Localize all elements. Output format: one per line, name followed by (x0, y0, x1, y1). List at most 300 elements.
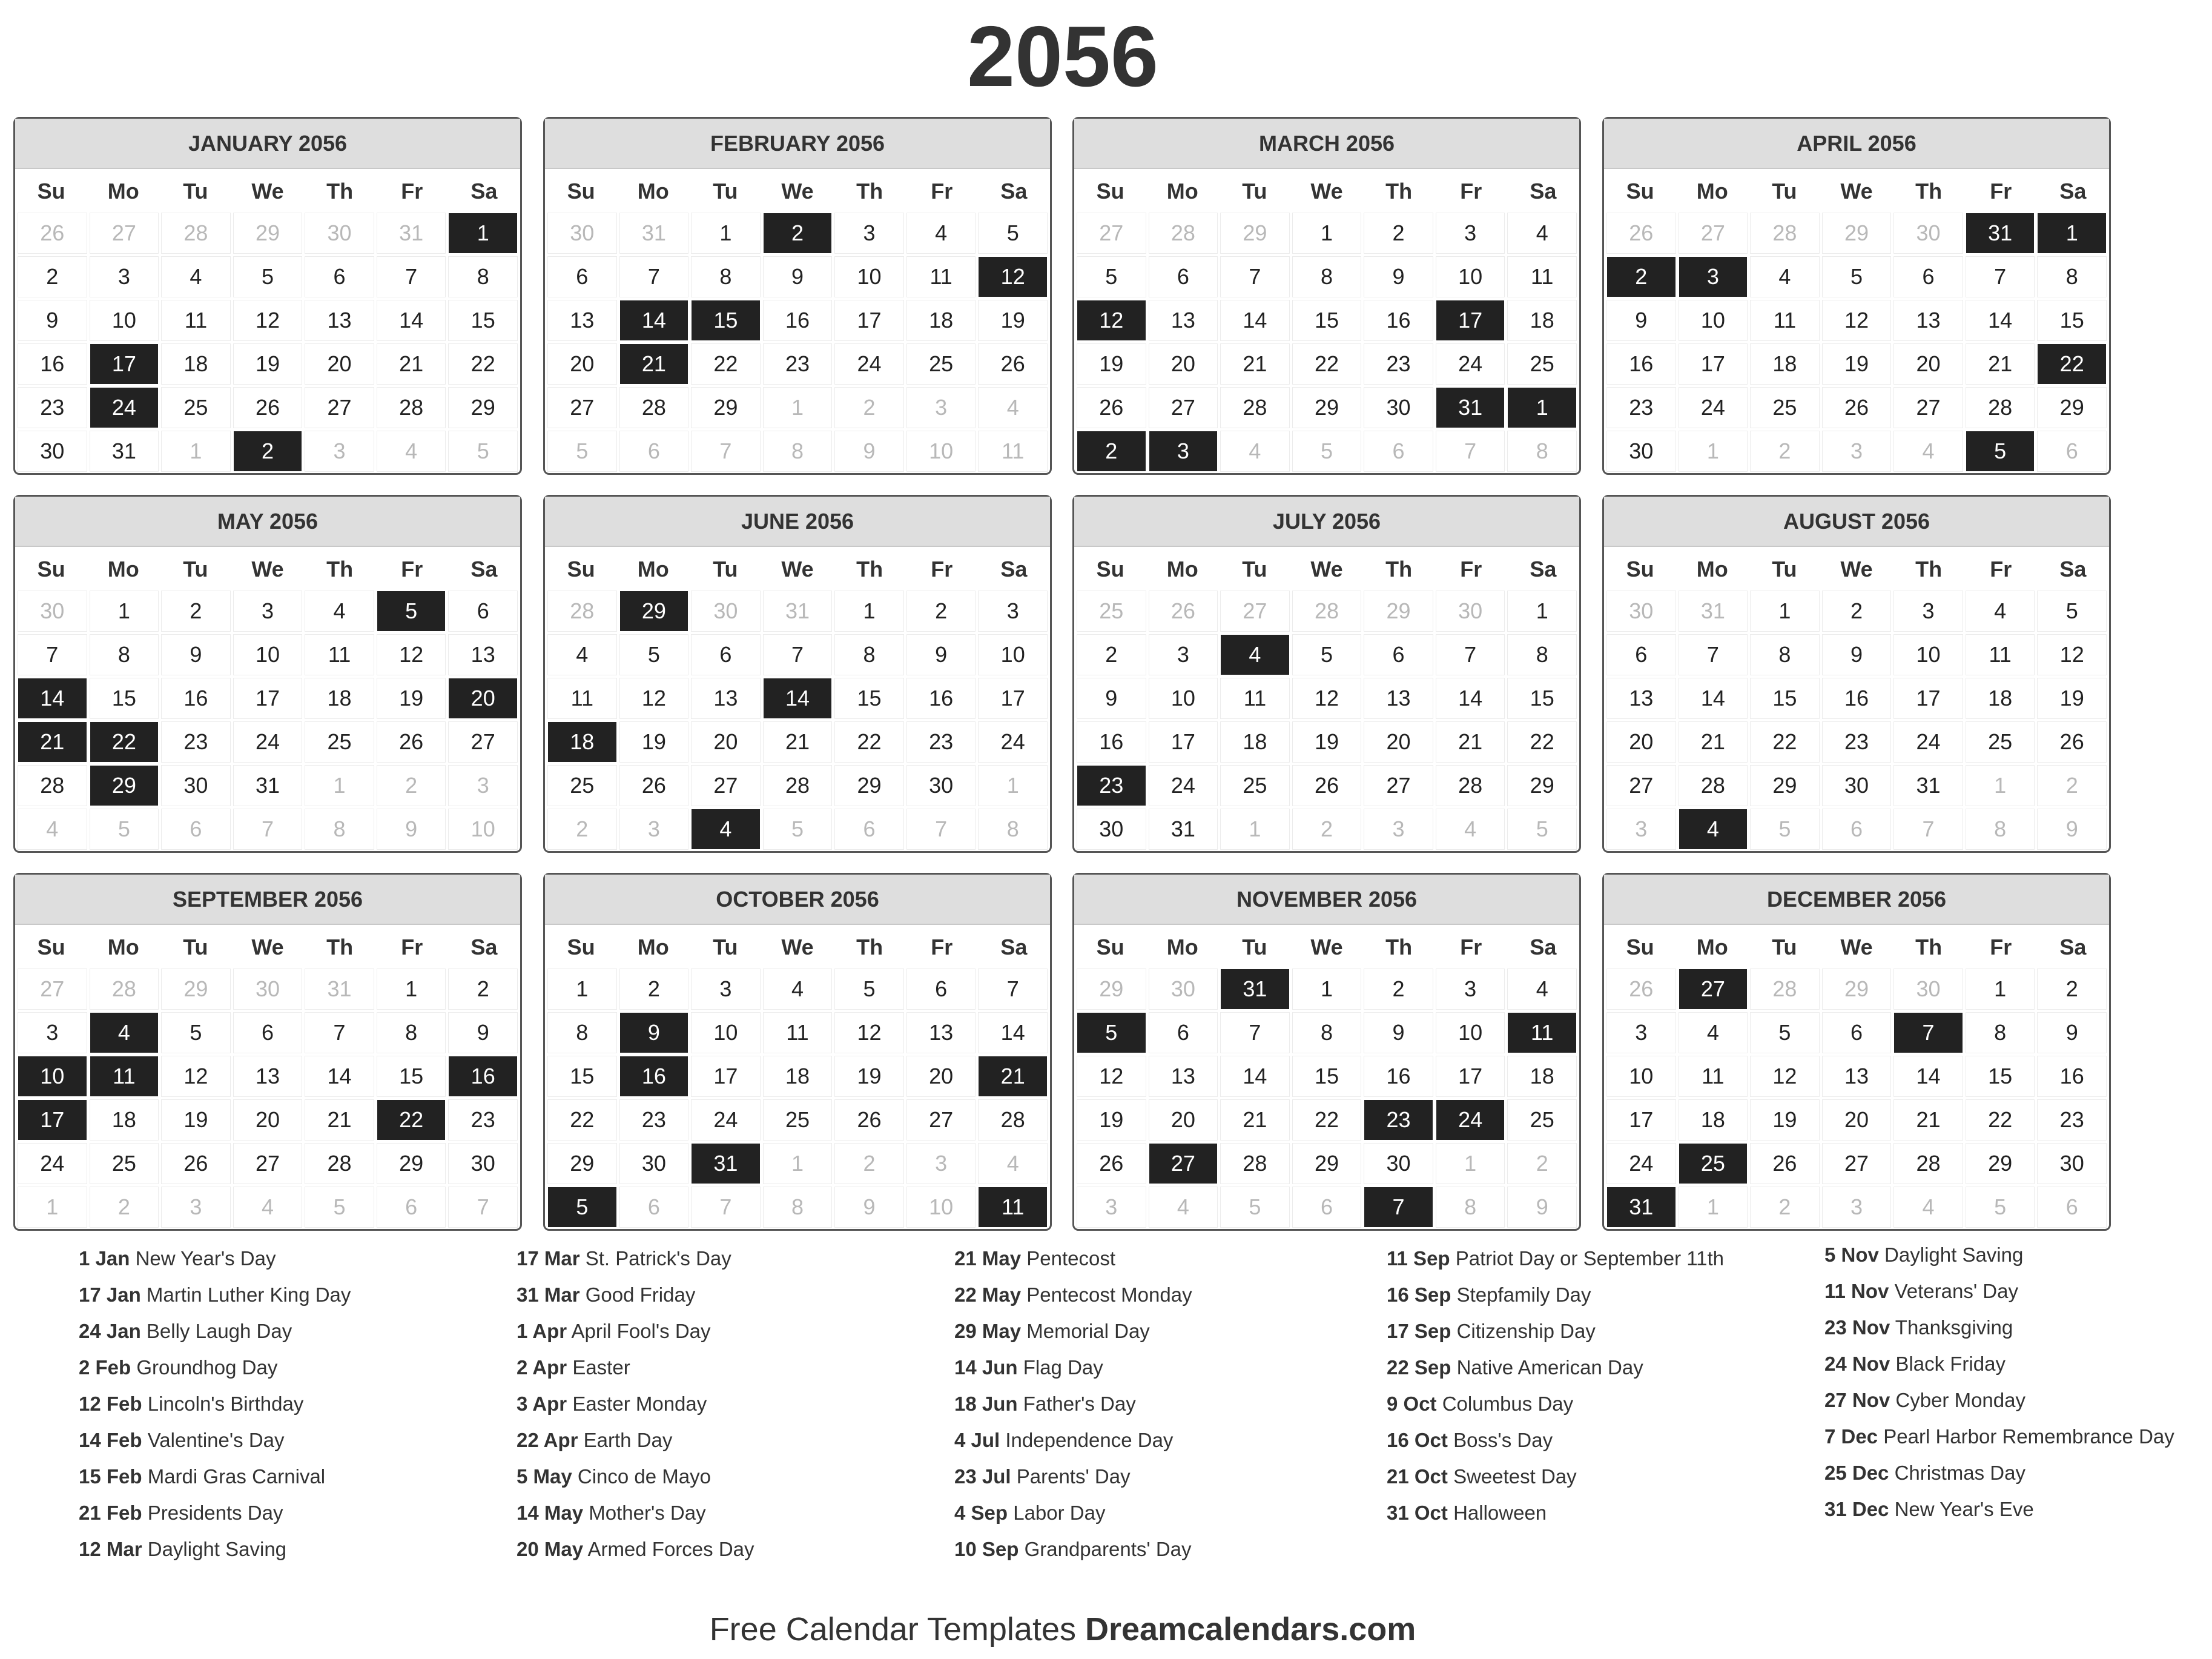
weekday-label: Fr (931, 557, 953, 581)
adjacent-month-day-cell: 3 (162, 1187, 230, 1227)
day-cell: 31 (1149, 809, 1218, 849)
adjacent-month-day-cell: 2 (2038, 766, 2106, 806)
day-cell: 19 (620, 722, 688, 762)
day-cell: 4 (1751, 257, 1819, 297)
day-cell: 20 (1364, 722, 1433, 762)
adjacent-month-day-cell: 8 (1436, 1187, 1505, 1227)
adjacent-month-day-cell: 27 (1679, 213, 1748, 253)
holiday-day-cell: 2 (764, 213, 832, 253)
weekday-label: Tu (183, 557, 208, 581)
day-cell: 16 (1364, 300, 1433, 340)
day-cell: 25 (1751, 388, 1819, 428)
adjacent-month-day-cell: 2 (1508, 1144, 1576, 1184)
day-cell: 20 (1149, 1100, 1218, 1140)
weekday-label: Fr (1990, 935, 2012, 959)
holiday-date: 2 Feb (79, 1356, 131, 1379)
adjacent-month-day-cell: 26 (1607, 969, 1676, 1009)
holiday-name: Pearl Harbor Remembrance Day (1883, 1425, 2174, 1448)
day-cell: 21 (1966, 344, 2035, 384)
holiday-item (954, 1277, 1342, 1313)
day-cell: 7 (1966, 257, 2035, 297)
day-cell: 11 (1679, 1056, 1748, 1096)
day-cell: 12 (1751, 1056, 1819, 1096)
day-cell: 27 (1894, 388, 1963, 428)
day-cell: 4 (1966, 591, 2035, 631)
day-cell: 14 (1436, 678, 1505, 718)
day-cell: 31 (234, 766, 302, 806)
holiday-item (79, 1277, 466, 1313)
adjacent-month-day-cell: 9 (377, 809, 446, 849)
weekday-label: We (251, 935, 284, 959)
weekday-label: Mo (637, 935, 669, 959)
weekday-label: Th (1915, 935, 1943, 959)
day-cell: 15 (548, 1056, 616, 1096)
day-cell: 18 (1221, 722, 1289, 762)
holiday-date: 31 Dec (1824, 1498, 1889, 1520)
adjacent-month-day-cell: 9 (835, 1187, 903, 1227)
month-panel (1602, 495, 2111, 853)
adjacent-month-day-cell: 9 (835, 431, 903, 471)
holiday-item (1824, 1491, 2212, 1528)
day-cell: 16 (764, 300, 832, 340)
holiday-day-cell: 2 (1607, 257, 1676, 297)
adjacent-month-day-cell: 1 (1221, 809, 1289, 849)
weekday-label: Th (326, 557, 354, 581)
day-cell: 21 (377, 344, 446, 384)
day-cell: 10 (979, 635, 1047, 675)
day-cell: 12 (162, 1056, 230, 1096)
month-title: JANUARY 2056 (15, 119, 520, 169)
adjacent-month-day-cell: 5 (305, 1187, 374, 1227)
day-grid (15, 967, 520, 1229)
adjacent-month-day-cell: 29 (1823, 969, 1891, 1009)
day-cell: 3 (1894, 591, 1963, 631)
day-cell: 30 (18, 431, 87, 471)
holiday-name: Martin Luther King Day (146, 1283, 351, 1306)
weekday-header-row (1074, 927, 1579, 967)
day-cell: 30 (449, 1144, 517, 1184)
holiday-day-cell: 23 (1077, 766, 1146, 806)
weekday-label: Mo (1166, 557, 1198, 581)
holiday-day-cell: 29 (620, 591, 688, 631)
holiday-name: Native American Day (1456, 1356, 1643, 1379)
day-cell: 21 (1221, 1100, 1289, 1140)
weekday-label: Th (326, 935, 354, 959)
day-cell: 15 (2038, 300, 2106, 340)
day-cell: 17 (1607, 1100, 1676, 1140)
day-cell: 26 (234, 388, 302, 428)
holiday-day-cell: 21 (18, 722, 87, 762)
day-cell: 8 (692, 257, 760, 297)
holiday-day-cell: 25 (1679, 1144, 1748, 1184)
day-cell: 29 (835, 766, 903, 806)
holiday-date: 29 May (954, 1320, 1022, 1342)
adjacent-month-day-cell: 1 (764, 388, 832, 428)
adjacent-month-day-cell: 5 (1751, 809, 1819, 849)
day-grid (15, 211, 520, 473)
adjacent-month-day-cell: 6 (2038, 431, 2106, 471)
day-cell: 12 (377, 635, 446, 675)
day-cell: 24 (1894, 722, 1963, 762)
weekday-label: Tu (713, 179, 738, 204)
holiday-name: Easter Monday (572, 1392, 707, 1415)
day-cell: 19 (1823, 344, 1891, 384)
day-cell: 6 (1149, 1013, 1218, 1053)
day-cell: 27 (1149, 388, 1218, 428)
adjacent-month-day-cell: 7 (1894, 809, 1963, 849)
holiday-item (79, 1313, 466, 1349)
month-panel (1602, 117, 2111, 475)
holiday-day-cell: 27 (1679, 969, 1748, 1009)
day-cell: 18 (90, 1100, 159, 1140)
month-panel (1072, 873, 1581, 1231)
day-cell: 6 (548, 257, 616, 297)
adjacent-month-day-cell: 5 (548, 431, 616, 471)
holiday-column (1824, 1237, 2212, 1528)
adjacent-month-day-cell: 26 (1607, 213, 1676, 253)
day-cell: 22 (1966, 1100, 2035, 1140)
day-grid (1074, 967, 1579, 1229)
day-cell: 3 (1436, 213, 1505, 253)
weekday-label: Fr (1460, 935, 1482, 959)
day-cell: 13 (1149, 300, 1218, 340)
day-cell: 1 (377, 969, 446, 1009)
day-cell: 23 (1364, 344, 1433, 384)
holiday-date: 5 Nov (1824, 1243, 1879, 1266)
month-panel (543, 873, 1052, 1231)
day-cell: 6 (907, 969, 976, 1009)
holiday-day-cell: 23 (1364, 1100, 1433, 1140)
holiday-name: Citizenship Day (1456, 1320, 1596, 1342)
holiday-name: Independence Day (1005, 1429, 1174, 1451)
footer (0, 1605, 2125, 1654)
holiday-item (1387, 1386, 1774, 1422)
weekday-label: Th (1915, 179, 1943, 204)
adjacent-month-day-cell: 2 (1751, 1187, 1819, 1227)
day-cell: 7 (620, 257, 688, 297)
weekday-label: Sa (470, 179, 498, 204)
adjacent-month-day-cell: 8 (764, 1187, 832, 1227)
adjacent-month-day-cell: 30 (1149, 969, 1218, 1009)
day-cell: 8 (377, 1013, 446, 1053)
day-cell: 4 (162, 257, 230, 297)
holiday-date: 23 Jul (954, 1465, 1011, 1488)
day-cell: 29 (377, 1144, 446, 1184)
day-cell: 13 (907, 1013, 976, 1053)
day-grid (1604, 211, 2109, 473)
day-cell: 10 (90, 300, 159, 340)
day-cell: 4 (764, 969, 832, 1009)
adjacent-month-day-cell: 28 (1751, 213, 1819, 253)
day-cell: 8 (1751, 635, 1819, 675)
day-cell: 25 (907, 344, 976, 384)
holiday-name: Veterans' Day (1894, 1280, 2018, 1302)
holiday-column (517, 1240, 904, 1568)
day-cell: 2 (620, 969, 688, 1009)
holiday-name: Presidents Day (147, 1502, 283, 1524)
day-cell: 16 (2038, 1056, 2106, 1096)
holiday-name: Labor Day (1013, 1502, 1106, 1524)
day-cell: 1 (1293, 969, 1361, 1009)
day-cell: 28 (1436, 766, 1505, 806)
holiday-item (79, 1349, 466, 1386)
holiday-item (954, 1313, 1342, 1349)
holiday-day-cell: 22 (2038, 344, 2106, 384)
holiday-date: 17 Mar (517, 1247, 580, 1270)
holiday-item (79, 1422, 466, 1459)
day-cell: 26 (1751, 1144, 1819, 1184)
day-cell: 8 (1966, 1013, 2035, 1053)
adjacent-month-day-cell: 2 (835, 1144, 903, 1184)
day-cell: 19 (1293, 722, 1361, 762)
day-cell: 7 (1679, 635, 1748, 675)
day-cell: 21 (1436, 722, 1505, 762)
day-cell: 14 (305, 1056, 374, 1096)
day-cell: 7 (1221, 1013, 1289, 1053)
adjacent-month-day-cell: 7 (692, 1187, 760, 1227)
holiday-day-cell: 11 (90, 1056, 159, 1096)
holiday-date: 31 Oct (1387, 1502, 1448, 1524)
day-cell: 1 (1751, 591, 1819, 631)
day-cell: 7 (377, 257, 446, 297)
day-cell: 30 (620, 1144, 688, 1184)
day-cell: 28 (305, 1144, 374, 1184)
day-cell: 20 (234, 1100, 302, 1140)
day-cell: 8 (90, 635, 159, 675)
weekday-label: We (781, 179, 814, 204)
weekday-header-row (1604, 171, 2109, 211)
holiday-day-cell: 31 (1221, 969, 1289, 1009)
weekday-header-row (15, 171, 520, 211)
page-title: 2056 (967, 8, 1158, 105)
holiday-day-cell: 17 (18, 1100, 87, 1140)
holiday-day-cell: 3 (1149, 431, 1218, 471)
adjacent-month-day-cell: 5 (764, 809, 832, 849)
day-cell: 13 (449, 635, 517, 675)
holiday-item (517, 1240, 904, 1277)
holiday-item (954, 1531, 1342, 1568)
adjacent-month-day-cell: 29 (1823, 213, 1891, 253)
day-cell: 3 (1149, 635, 1218, 675)
day-cell: 24 (1149, 766, 1218, 806)
holiday-day-cell: 24 (1436, 1100, 1505, 1140)
adjacent-month-day-cell: 1 (162, 431, 230, 471)
holiday-name: Patriot Day or September 11th (1455, 1247, 1725, 1270)
holiday-day-cell: 22 (377, 1100, 446, 1140)
adjacent-month-day-cell: 3 (1823, 1187, 1891, 1227)
day-cell: 15 (1293, 300, 1361, 340)
holiday-name: Pentecost (1026, 1247, 1116, 1270)
day-cell: 22 (1293, 344, 1361, 384)
day-cell: 24 (1607, 1144, 1676, 1184)
day-cell: 29 (2038, 388, 2106, 428)
day-cell: 16 (1077, 722, 1146, 762)
adjacent-month-day-cell: 2 (1751, 431, 1819, 471)
day-cell: 26 (377, 722, 446, 762)
day-cell: 1 (90, 591, 159, 631)
day-cell: 26 (835, 1100, 903, 1140)
adjacent-month-day-cell: 29 (1364, 591, 1433, 631)
holiday-item (517, 1349, 904, 1386)
day-cell: 18 (764, 1056, 832, 1096)
weekday-label: Su (1626, 557, 1654, 581)
day-cell: 1 (692, 213, 760, 253)
day-cell: 25 (1508, 1100, 1576, 1140)
day-cell: 18 (1679, 1100, 1748, 1140)
holiday-day-cell: 12 (979, 257, 1047, 297)
holiday-date: 16 Oct (1387, 1429, 1448, 1451)
holiday-name: Christmas Day (1894, 1462, 2025, 1484)
holiday-item (517, 1495, 904, 1531)
footer-site-link[interactable]: Dreamcalendars.com (1085, 1611, 1416, 1647)
adjacent-month-day-cell: 3 (1607, 809, 1676, 849)
day-cell: 22 (1751, 722, 1819, 762)
holiday-name: Earth Day (583, 1429, 673, 1451)
day-grid (1604, 967, 2109, 1229)
adjacent-month-day-cell: 10 (907, 431, 976, 471)
weekday-label: Tu (1772, 935, 1797, 959)
day-cell: 11 (1966, 635, 2035, 675)
adjacent-month-day-cell: 9 (2038, 809, 2106, 849)
weekday-label: We (251, 557, 284, 581)
day-cell: 6 (1607, 635, 1676, 675)
day-cell: 14 (377, 300, 446, 340)
day-grid (1074, 211, 1579, 473)
day-cell: 5 (2038, 591, 2106, 631)
day-cell: 26 (979, 344, 1047, 384)
day-cell: 4 (1508, 969, 1576, 1009)
day-cell: 18 (305, 678, 374, 718)
day-cell: 17 (234, 678, 302, 718)
holiday-item (517, 1459, 904, 1495)
adjacent-month-day-cell: 3 (1364, 809, 1433, 849)
day-cell: 7 (1221, 257, 1289, 297)
weekday-label: Su (567, 179, 595, 204)
holiday-date: 21 Feb (79, 1502, 142, 1524)
adjacent-month-day-cell: 3 (907, 388, 976, 428)
day-cell: 3 (835, 213, 903, 253)
day-cell: 5 (234, 257, 302, 297)
weekday-label: Tu (1242, 179, 1267, 204)
holiday-day-cell: 24 (90, 388, 159, 428)
day-cell: 1 (1508, 591, 1576, 631)
adjacent-month-day-cell: 29 (234, 213, 302, 253)
holiday-name: Sweetest Day (1453, 1465, 1577, 1488)
day-cell: 2 (1364, 213, 1433, 253)
holiday-day-cell: 3 (1679, 257, 1748, 297)
holiday-date: 24 Nov (1824, 1353, 1890, 1375)
holiday-date: 12 Feb (79, 1392, 142, 1415)
day-cell: 4 (548, 635, 616, 675)
holiday-item (1387, 1422, 1774, 1459)
day-cell: 7 (979, 969, 1047, 1009)
day-cell: 9 (764, 257, 832, 297)
weekday-label: Sa (2059, 935, 2087, 959)
holiday-column (79, 1240, 466, 1568)
holiday-date: 20 May (517, 1538, 584, 1560)
day-cell: 15 (377, 1056, 446, 1096)
footer-prefix: Free Calendar Templates (709, 1611, 1076, 1647)
weekday-label: Mo (107, 935, 139, 959)
day-cell: 23 (18, 388, 87, 428)
day-cell: 5 (835, 969, 903, 1009)
day-cell: 15 (449, 300, 517, 340)
weekday-label: Su (1626, 935, 1654, 959)
holiday-day-cell: 22 (90, 722, 159, 762)
adjacent-month-day-cell: 1 (979, 766, 1047, 806)
holiday-name: New Year's Eve (1894, 1498, 2034, 1520)
weekday-label: Mo (637, 557, 669, 581)
day-cell: 2 (907, 591, 976, 631)
adjacent-month-day-cell: 7 (234, 809, 302, 849)
adjacent-month-day-cell: 1 (1436, 1144, 1505, 1184)
day-cell: 28 (620, 388, 688, 428)
month-panel (1072, 117, 1581, 475)
holiday-day-cell: 17 (1436, 300, 1505, 340)
day-cell: 13 (1607, 678, 1676, 718)
adjacent-month-day-cell: 1 (1679, 1187, 1748, 1227)
holiday-date: 23 Nov (1824, 1316, 1890, 1339)
weekday-label: Su (37, 179, 65, 204)
adjacent-month-day-cell: 3 (449, 766, 517, 806)
day-cell: 6 (449, 591, 517, 631)
day-cell: 13 (692, 678, 760, 718)
holiday-date: 11 Nov (1824, 1280, 1889, 1302)
day-cell: 21 (1894, 1100, 1963, 1140)
day-cell: 12 (1077, 1056, 1146, 1096)
holiday-day-cell: 7 (1894, 1013, 1963, 1053)
month-title: SEPTEMBER 2056 (15, 875, 520, 925)
day-cell: 4 (907, 213, 976, 253)
adjacent-month-day-cell: 3 (1823, 431, 1891, 471)
holiday-item (517, 1277, 904, 1313)
day-cell: 4 (1508, 213, 1576, 253)
day-cell: 11 (907, 257, 976, 297)
day-cell: 14 (979, 1013, 1047, 1053)
day-cell: 27 (1823, 1144, 1891, 1184)
holiday-day-cell: 5 (548, 1187, 616, 1227)
month-title: JUNE 2056 (545, 497, 1050, 547)
day-grid (545, 589, 1050, 851)
month-title: OCTOBER 2056 (545, 875, 1050, 925)
holiday-item (954, 1422, 1342, 1459)
day-cell: 23 (1607, 388, 1676, 428)
day-cell: 16 (162, 678, 230, 718)
day-cell: 23 (449, 1100, 517, 1140)
holiday-date: 16 Sep (1387, 1283, 1451, 1306)
day-cell: 10 (234, 635, 302, 675)
day-cell: 13 (1894, 300, 1963, 340)
day-cell: 21 (1679, 722, 1748, 762)
day-cell: 19 (1077, 344, 1146, 384)
day-cell: 3 (692, 969, 760, 1009)
holiday-date: 21 May (954, 1247, 1022, 1270)
day-cell: 15 (1293, 1056, 1361, 1096)
holiday-name: April Fool's Day (571, 1320, 711, 1342)
day-cell: 19 (1751, 1100, 1819, 1140)
day-cell: 11 (764, 1013, 832, 1053)
day-cell: 11 (548, 678, 616, 718)
weekday-label: We (781, 935, 814, 959)
holiday-day-cell: 14 (18, 678, 87, 718)
holiday-day-cell: 4 (90, 1013, 159, 1053)
weekday-label: Fr (401, 179, 423, 204)
day-cell: 29 (1508, 766, 1576, 806)
holiday-day-cell: 9 (620, 1013, 688, 1053)
adjacent-month-day-cell: 4 (1436, 809, 1505, 849)
weekday-label: Tu (713, 935, 738, 959)
adjacent-month-day-cell: 4 (1149, 1187, 1218, 1227)
